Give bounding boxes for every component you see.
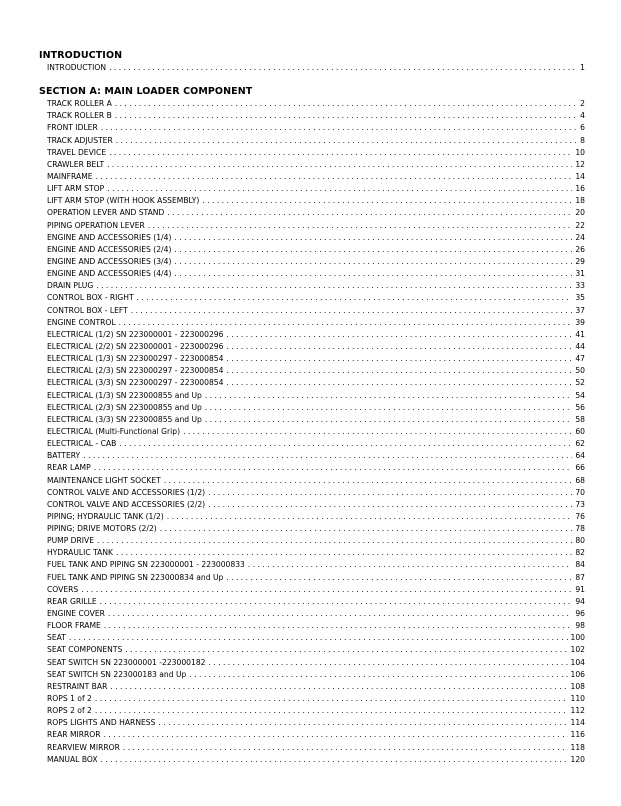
toc-entry-page: 87 bbox=[575, 572, 585, 582]
toc-entry[interactable] bbox=[47, 740, 585, 752]
toc-entry-page: 120 bbox=[570, 754, 585, 764]
toc-entry-label: ENGINE AND ACCESSORIES (4/4) bbox=[47, 269, 172, 279]
toc-entry-label: TRACK ADJUSTER bbox=[47, 135, 113, 145]
toc-entry[interactable] bbox=[47, 498, 585, 510]
toc-entry-label: ELECTRICAL (1/3) SN 223000297 - 223000854 bbox=[47, 354, 224, 364]
toc-entry-label: HYDRAULIC TANK bbox=[47, 548, 114, 558]
toc-entry[interactable] bbox=[47, 401, 585, 413]
toc-entry-label: ELECTRICAL (2/3) SN 223000855 and Up bbox=[47, 402, 202, 412]
toc-dot-leader bbox=[115, 111, 577, 121]
toc-entry-label: ENGINE AND ACCESSORIES (1/4) bbox=[47, 232, 172, 242]
section-a-toc-list bbox=[47, 97, 585, 765]
toc-entry-label: TRAVEL DEVICE bbox=[47, 147, 107, 157]
toc-dot-leader bbox=[101, 755, 568, 765]
toc-entry-page: 52 bbox=[575, 378, 585, 388]
toc-dot-leader bbox=[205, 415, 572, 425]
toc-entry-label: RESTRAINT BAR bbox=[47, 681, 108, 691]
toc-entry-page: 4 bbox=[580, 111, 585, 121]
toc-entry[interactable] bbox=[47, 680, 585, 692]
toc-dot-leader bbox=[109, 63, 577, 73]
toc-entry[interactable] bbox=[47, 461, 585, 473]
toc-entry-page: 78 bbox=[575, 524, 585, 534]
toc-entry[interactable] bbox=[47, 61, 585, 73]
toc-entry[interactable] bbox=[47, 449, 585, 461]
toc-dot-leader bbox=[148, 221, 573, 231]
toc-entry[interactable] bbox=[47, 206, 585, 218]
toc-entry-label: PIPING OPERATION LEVER bbox=[47, 220, 145, 230]
toc-dot-leader bbox=[137, 293, 573, 303]
toc-entry-page: 94 bbox=[575, 596, 585, 606]
toc-entry[interactable] bbox=[47, 291, 585, 303]
toc-entry-page: 54 bbox=[575, 390, 585, 400]
toc-entry-label: ELECTRICAL (3/3) SN 223000855 and Up bbox=[47, 414, 202, 424]
toc-dot-leader bbox=[183, 427, 572, 437]
toc-entry[interactable] bbox=[47, 631, 585, 643]
toc-entry-page: 58 bbox=[575, 414, 585, 424]
toc-entry[interactable] bbox=[47, 340, 585, 352]
toc-entry-label: ELECTRICAL (3/3) SN 223000297 - 223000854 bbox=[47, 378, 224, 388]
toc-dot-leader bbox=[109, 148, 572, 158]
toc-dot-leader bbox=[174, 233, 572, 243]
toc-entry-label: OPERATION LEVER AND STAND bbox=[47, 208, 165, 218]
toc-entry[interactable] bbox=[47, 376, 585, 388]
toc-dot-leader bbox=[94, 463, 573, 473]
toc-entry-page: 114 bbox=[570, 718, 585, 728]
toc-entry-label: ELECTRICAL (1/2) SN 223000001 - 223000296 bbox=[47, 329, 224, 339]
toc-entry-page: 66 bbox=[575, 463, 585, 473]
toc-dot-leader bbox=[164, 476, 573, 486]
toc-entry[interactable] bbox=[47, 583, 585, 595]
toc-entry-label: ROPS LIGHTS AND HARNESS bbox=[47, 718, 156, 728]
toc-dot-leader bbox=[110, 682, 567, 692]
toc-entry-page: 1 bbox=[580, 63, 585, 73]
toc-entry-page: 44 bbox=[575, 341, 585, 351]
toc-dot-leader bbox=[81, 585, 572, 595]
toc-entry-page: 47 bbox=[575, 354, 585, 364]
toc-entry[interactable] bbox=[47, 486, 585, 498]
toc-entry-label: COVERS bbox=[47, 584, 79, 594]
toc-dot-leader bbox=[226, 354, 572, 364]
toc-entry-label: FRONT IDLER bbox=[47, 123, 98, 133]
toc-entry-label: BATTERY bbox=[47, 451, 81, 461]
toc-entry[interactable] bbox=[47, 364, 585, 376]
intro-heading: INTRODUCTION bbox=[39, 50, 123, 61]
toc-entry[interactable] bbox=[47, 388, 585, 400]
toc-entry[interactable] bbox=[47, 437, 585, 449]
toc-entry-label: ELECTRICAL (1/3) SN 223000855 and Up bbox=[47, 390, 202, 400]
toc-dot-leader bbox=[209, 658, 568, 668]
toc-dot-leader bbox=[96, 281, 572, 291]
toc-entry-label: PIPING; HYDRAULIC TANK (1/2) bbox=[47, 511, 164, 521]
toc-entry-page: 118 bbox=[570, 742, 585, 752]
toc-entry[interactable] bbox=[47, 170, 585, 182]
toc-entry[interactable] bbox=[47, 643, 585, 655]
toc-dot-leader bbox=[167, 512, 573, 522]
toc-dot-leader bbox=[125, 645, 567, 655]
toc-dot-leader bbox=[108, 609, 572, 619]
toc-entry-page: 82 bbox=[575, 548, 585, 558]
toc-entry-label: ENGINE AND ACCESSORIES (2/4) bbox=[47, 244, 172, 254]
toc-dot-leader bbox=[69, 633, 568, 643]
toc-entry-page: 70 bbox=[575, 487, 585, 497]
toc-dot-leader bbox=[167, 208, 572, 218]
toc-entry-label: REAR MIRROR bbox=[47, 730, 101, 740]
toc-entry-page: 108 bbox=[570, 681, 585, 691]
toc-entry-label: INTRODUCTION bbox=[47, 63, 107, 73]
toc-entry[interactable] bbox=[47, 716, 585, 728]
toc-entry-label: REAR LAMP bbox=[47, 463, 91, 473]
toc-entry-page: 100 bbox=[570, 633, 585, 643]
toc-entry-label: CONTROL VALVE AND ACCESSORIES (1/2) bbox=[47, 487, 206, 497]
toc-entry[interactable] bbox=[47, 425, 585, 437]
toc-entry-label: PUMP DRIVE bbox=[47, 536, 95, 546]
toc-entry[interactable] bbox=[47, 753, 585, 765]
toc-entry-page: 18 bbox=[575, 196, 585, 206]
toc-entry-page: 98 bbox=[575, 621, 585, 631]
toc-entry-label: MANUAL BOX bbox=[47, 754, 98, 764]
toc-entry-page: 91 bbox=[575, 584, 585, 594]
toc-entry[interactable] bbox=[47, 255, 585, 267]
toc-entry-page: 35 bbox=[575, 293, 585, 303]
toc-dot-leader bbox=[131, 306, 573, 316]
toc-entry-page: 102 bbox=[570, 645, 585, 655]
toc-entry-label: LIFT ARM STOP (WITH HOOK ASSEMBLY) bbox=[47, 196, 200, 206]
toc-entry[interactable] bbox=[47, 668, 585, 680]
toc-entry-label: ELECTRICAL (Multi-Functional Grip) bbox=[47, 426, 181, 436]
toc-dot-leader bbox=[115, 99, 577, 109]
toc-entry-page: 31 bbox=[575, 269, 585, 279]
toc-dot-leader bbox=[226, 342, 572, 352]
toc-entry[interactable] bbox=[47, 218, 585, 230]
toc-entry[interactable] bbox=[47, 158, 585, 170]
toc-entry[interactable] bbox=[47, 473, 585, 485]
toc-entry-page: 62 bbox=[575, 439, 585, 449]
toc-entry-label: ENGINE COVER bbox=[47, 609, 105, 619]
toc-entry-page: 33 bbox=[575, 281, 585, 291]
toc-entry[interactable] bbox=[47, 570, 585, 582]
toc-entry[interactable] bbox=[47, 303, 585, 315]
toc-entry-label: ROPS 2 of 2 bbox=[47, 706, 92, 716]
toc-entry[interactable] bbox=[47, 267, 585, 279]
toc-dot-leader bbox=[97, 536, 572, 546]
toc-entry-label: FUEL TANK AND PIPING SN 223000001 - 223000833 bbox=[47, 560, 245, 570]
toc-entry-label: SEAT bbox=[47, 633, 66, 643]
toc-entry-page: 56 bbox=[575, 402, 585, 412]
toc-dot-leader bbox=[226, 378, 572, 388]
toc-entry-label: SEAT COMPONENTS bbox=[47, 645, 123, 655]
toc-entry[interactable] bbox=[47, 704, 585, 716]
toc-dot-leader bbox=[101, 123, 577, 133]
toc-entry-page: 116 bbox=[570, 730, 585, 740]
toc-dot-leader bbox=[226, 366, 572, 376]
toc-entry-label: ELECTRICAL (2/2) SN 223000001 - 223000296 bbox=[47, 341, 224, 351]
toc-entry-page: 37 bbox=[575, 305, 585, 315]
toc-dot-leader bbox=[158, 718, 567, 728]
toc-entry-label: PIPING; DRIVE MOTORS (2/2) bbox=[47, 524, 157, 534]
toc-entry-page: 73 bbox=[575, 499, 585, 509]
toc-entry[interactable] bbox=[47, 231, 585, 243]
toc-entry-page: 29 bbox=[575, 256, 585, 266]
toc-entry[interactable] bbox=[47, 109, 585, 121]
toc-dot-leader bbox=[116, 136, 577, 146]
toc-dot-leader bbox=[104, 621, 572, 631]
toc-entry-label: FLOOR FRAME bbox=[47, 621, 101, 631]
toc-entry-label: LIFT ARM STOP bbox=[47, 184, 105, 194]
toc-entry-page: 20 bbox=[575, 208, 585, 218]
toc-dot-leader bbox=[248, 560, 572, 570]
toc-entry-page: 10 bbox=[575, 147, 585, 157]
toc-entry-page: 50 bbox=[575, 366, 585, 376]
toc-entry-page: 104 bbox=[570, 657, 585, 667]
toc-entry-label: CONTROL BOX - RIGHT bbox=[47, 293, 134, 303]
toc-entry-label: ELECTRICAL (2/3) SN 223000297 - 223000854 bbox=[47, 366, 224, 376]
toc-entry-page: 26 bbox=[575, 244, 585, 254]
toc-entry-page: 12 bbox=[575, 159, 585, 169]
toc-entry[interactable] bbox=[47, 146, 585, 158]
toc-entry-label: CONTROL VALVE AND ACCESSORIES (2/2) bbox=[47, 499, 206, 509]
toc-dot-leader bbox=[202, 196, 572, 206]
toc-entry-label: TRACK ROLLER B bbox=[47, 111, 112, 121]
toc-entry-label: TRACK ROLLER A bbox=[47, 99, 112, 109]
toc-entry[interactable] bbox=[47, 534, 585, 546]
toc-dot-leader bbox=[226, 573, 572, 583]
toc-entry-page: 16 bbox=[575, 184, 585, 194]
toc-dot-leader bbox=[107, 184, 572, 194]
toc-entry-page: 41 bbox=[575, 329, 585, 339]
toc-entry-page: 60 bbox=[575, 426, 585, 436]
toc-entry-label: SEAT SWITCH SN 223000001 -223000182 bbox=[47, 657, 206, 667]
toc-dot-leader bbox=[208, 488, 572, 498]
toc-entry-page: 6 bbox=[580, 123, 585, 133]
toc-entry-label: ROPS 1 of 2 bbox=[47, 694, 92, 704]
toc-entry-page: 106 bbox=[570, 669, 585, 679]
toc-entry-page: 2 bbox=[580, 99, 585, 109]
toc-entry[interactable] bbox=[47, 413, 585, 425]
toc-entry-label: MAINFRAME bbox=[47, 171, 93, 181]
toc-dot-leader bbox=[119, 318, 573, 328]
toc-entry[interactable] bbox=[47, 133, 585, 145]
intro-toc-list bbox=[47, 61, 585, 73]
toc-dot-leader bbox=[100, 597, 573, 607]
toc-entry[interactable] bbox=[47, 182, 585, 194]
section-a-heading: SECTION A: MAIN LOADER COMPONENT bbox=[39, 86, 253, 97]
toc-entry[interactable] bbox=[47, 546, 585, 558]
toc-entry-page: 96 bbox=[575, 609, 585, 619]
toc-dot-leader bbox=[226, 330, 572, 340]
toc-entry-label: ELECTRICAL - CAB bbox=[47, 439, 117, 449]
toc-entry-label: REARVIEW MIRROR bbox=[47, 742, 120, 752]
toc-entry[interactable] bbox=[47, 607, 585, 619]
toc-entry[interactable] bbox=[47, 121, 585, 133]
toc-dot-leader bbox=[119, 439, 572, 449]
toc-dot-leader bbox=[123, 743, 568, 753]
toc-dot-leader bbox=[160, 524, 573, 534]
toc-dot-leader bbox=[107, 160, 572, 170]
toc-entry-page: 84 bbox=[575, 560, 585, 570]
toc-entry-label: MAINTENANCE LIGHT SOCKET bbox=[47, 475, 161, 485]
toc-dot-leader bbox=[174, 245, 572, 255]
toc-entry[interactable] bbox=[47, 522, 585, 534]
toc-entry[interactable] bbox=[47, 595, 585, 607]
toc-dot-leader bbox=[96, 172, 573, 182]
toc-entry[interactable] bbox=[47, 510, 585, 522]
toc-entry[interactable] bbox=[47, 194, 585, 206]
toc-entry[interactable] bbox=[47, 97, 585, 109]
toc-dot-leader bbox=[174, 257, 572, 267]
toc-entry[interactable] bbox=[47, 728, 585, 740]
toc-entry-page: 110 bbox=[570, 694, 585, 704]
toc-entry-page: 80 bbox=[575, 536, 585, 546]
toc-dot-leader bbox=[174, 269, 572, 279]
toc-dot-leader bbox=[95, 706, 568, 716]
toc-entry-label: REAR GRILLE bbox=[47, 596, 97, 606]
toc-entry-page: 24 bbox=[575, 232, 585, 242]
toc-dot-leader bbox=[104, 730, 568, 740]
toc-dot-leader bbox=[205, 403, 572, 413]
toc-entry-label: CRAWLER BELT bbox=[47, 159, 105, 169]
toc-entry-label: ENGINE CONTROL bbox=[47, 317, 116, 327]
toc-entry[interactable] bbox=[47, 558, 585, 570]
toc-entry[interactable] bbox=[47, 279, 585, 291]
toc-dot-leader bbox=[208, 500, 572, 510]
toc-entry-page: 8 bbox=[580, 135, 585, 145]
toc-entry[interactable] bbox=[47, 619, 585, 631]
toc-dot-leader bbox=[95, 694, 568, 704]
toc-entry-label: SEAT SWITCH SN 223000183 and Up bbox=[47, 669, 187, 679]
toc-entry-page: 112 bbox=[570, 706, 585, 716]
toc-entry[interactable] bbox=[47, 316, 585, 328]
toc-dot-leader bbox=[205, 391, 572, 401]
toc-entry-page: 22 bbox=[575, 220, 585, 230]
toc-dot-leader bbox=[83, 451, 572, 461]
toc-entry-page: 14 bbox=[575, 171, 585, 181]
toc-entry[interactable] bbox=[47, 692, 585, 704]
toc-entry-label: FUEL TANK AND PIPING SN 223000834 and Up bbox=[47, 572, 224, 582]
toc-entry-label: DRAIN PLUG bbox=[47, 281, 94, 291]
toc-entry-page: 76 bbox=[575, 511, 585, 521]
toc-entry-label: ENGINE AND ACCESSORIES (3/4) bbox=[47, 256, 172, 266]
toc-entry-label: CONTROL BOX - LEFT bbox=[47, 305, 128, 315]
toc-entry-page: 68 bbox=[575, 475, 585, 485]
toc-entry-page: 39 bbox=[575, 317, 585, 327]
toc-dot-leader bbox=[116, 548, 572, 558]
toc-entry-page: 64 bbox=[575, 451, 585, 461]
toc-entry[interactable] bbox=[47, 328, 585, 340]
toc-dot-leader bbox=[189, 670, 567, 680]
toc-entry[interactable] bbox=[47, 243, 585, 255]
toc-entry[interactable] bbox=[47, 352, 585, 364]
toc-entry[interactable] bbox=[47, 655, 585, 667]
